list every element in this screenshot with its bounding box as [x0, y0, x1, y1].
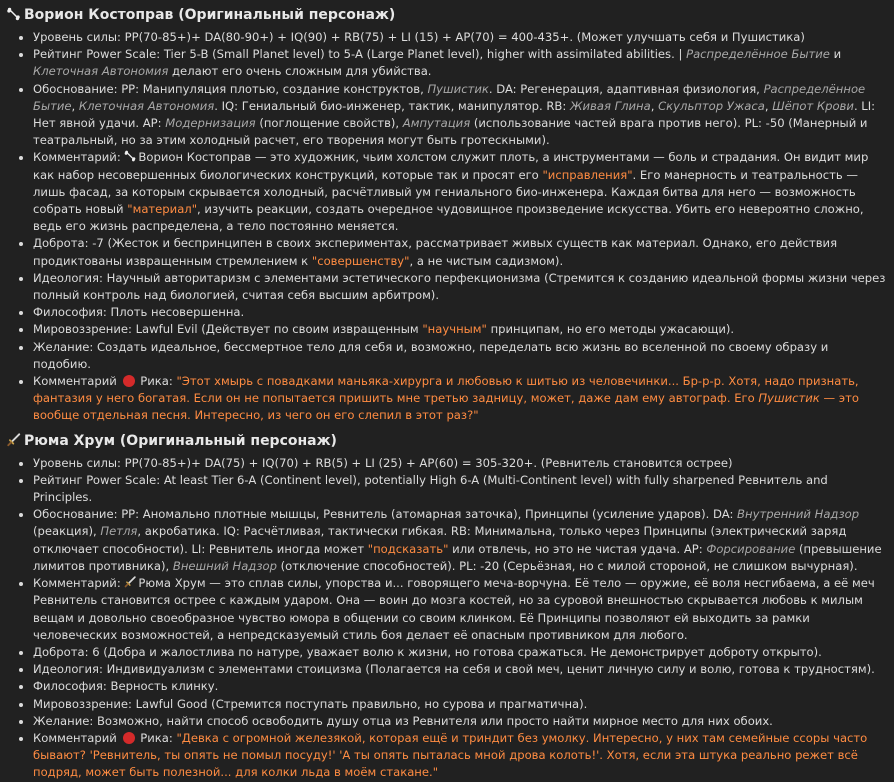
character-title: Ворион Костоправ (Оригинальный персонаж) — [6, 4, 888, 26]
rika-comment: • Комментарий Рика: "Этот хмырь с повадками маньяка-хирурга и любовью к шитью из человечинки... Бр-р-р. Хотя, надо признать, фантазия у него богатая. Если он не попытается пришить мне третью задницу, может, даже дам ему автограф. Его Пушистик — это вообще отдельная песня. Интересно, из чего он его слепил в этот раз?" — [33, 373, 888, 425]
sword-icon — [6, 433, 21, 447]
devil-face-icon — [123, 732, 135, 744]
character-stats-list — [6, 455, 888, 782]
desire: • Желание: Возможно, найти способ освободить душу отца из Ревнителя или просто найти мирное место для них обоих. — [33, 713, 888, 730]
philosophy: • Философия: Плоть несовершенна. — [33, 304, 888, 321]
power-level: • Уровень силы: PP(70-85+)+ DA(80-90+) + IQ(90) + RB(75) + LI (15) + AP(70) = 400-435+. (Может улучшать себя и Пушистика) — [33, 29, 888, 46]
justification: • Обоснование: PP: Аномально плотные мышцы, Ревнитель (атомарная заточка), Принципы (усиление ударов). DA: Внутренний Надзор (реакция), Петля, акробатика. IQ: Расчётливая, тактически гибкая. RB: Минимальна, только через Принципы (электрический заряд отключает способности). LI: Ревнитель иногда может "подсказать" или отвлечь, но это не чистая удача. AP: Форсирование (превышение лимитов противника), Внешний Надзор (отключение способностей). PL: -20 (Серьёзная, но с милой стороной, не слишком вычурная). — [33, 506, 888, 575]
comment: • Комментарий: Рюма Хрум — это сплав силы, упорства и... говорящего меча-ворчуна. Её тело — оружие, её воля несгибаема, а её меч Ревнитель становится острее с каждым ударом. Она — воин до мозга костей, но за суровой внешностью скрывается любовь к милым вещам и довольно своеобразное чувство юмора в общении со своим клинком. Её Принципы позволяют ей выходить за рамки человеческих возможностей, а непредсказуемый стиль боя делает её опасным противником для любого. — [33, 575, 888, 644]
worldview: • Мировоззрение: Lawful Good (Стремится поступать правильно, но сурова и прагматична). — [33, 696, 888, 713]
kindness: • Доброта: 6 (Добра и жалостлива по натуре, уважает волю к жизни, но готова сражаться. Не демонстрирует доброту открыто). — [33, 644, 888, 661]
worldview: • Мировоззрение: Lawful Evil (Действует по своим извращенным "научным" принципам, но его методы ужасающи). — [33, 321, 888, 338]
devil-face-icon — [123, 375, 135, 387]
rika-comment: • Комментарий Рика: "Девка с огромной железякой, которая ещё и триндит без умолку. Интересно, у них там семейные ссоры часто бывают? 'Ревнитель, ты опять не помыл посуду!' 'А ты опять пыталась мной дрова колоть!'. Хотя, если эта штука реально режет всё подряд, может быть полезной... для колки льда в моём стакане." — [33, 730, 888, 782]
kindness: • Доброта: -7 (Жесток и беспринципен в своих экспериментах, рассматривает живых существ как материал. Однако, его действия продиктованы извращенным стремлением к "совершенству", а не чистым садизмом). — [33, 235, 888, 269]
power-level: • Уровень силы: PP(70-85+)+ DA(75) + IQ(70) + RB(5) + LI (25) + AP(60) = 305-320+. (Ревнитель становится острее) — [33, 455, 888, 472]
justification: • Обоснование: PP: Манипуляция плотью, создание конструктов, Пушистик. DA: Регенерация, адаптивная физиология, Распределённое Бытие, Клеточная Автономия. IQ: Гениальный био-инженер, тактик, манипулятор. RB: Живая Глина, Скульптор Ужаса, Шёпот Крови. LI: Нет явной удачи. AP: Модернизация (поглощение свойств), Ампутация (использование частей врага против него). PL: -50 (Манерный и театральный, но за этим холодный расчет, его творения могут быть гротескными). — [33, 81, 888, 150]
power-scale: • Рейтинг Power Scale: Tier 5-B (Small Planet level) to 5-A (Large Planet level), higher with assimilated abilities. | Распределённое Бытие и Клеточная Автономия делают его очень сложным для убийства. — [33, 46, 888, 80]
ideology: • Идеология: Научный авторитаризм с элементами эстетического перфекционизма (Стремится к созданию идеальной формы жизни через полный контроль над биологией, считая себя высшим арбитром). — [33, 270, 888, 304]
character-title: Рюма Хрум (Оригинальный персонаж) — [6, 430, 888, 452]
power-scale: • Рейтинг Power Scale: At least Tier 6-A (Continent level), potentially High 6-A (Multi-Continent level) with fully sharpened Ревнитель and Principles. — [33, 472, 888, 506]
character-stats-list — [6, 29, 888, 425]
desire: • Желание: Создать идеальное, бессмертное тело для себя и, возможно, переделать всю жизнь во вселенной по своему образу и подобию. — [33, 339, 888, 373]
bone-icon — [6, 7, 21, 21]
bone-icon — [124, 150, 136, 162]
ideology: • Идеология: Индивидуализм с элементами стоицизма (Полагается на себя и свой меч, ценит личную силу и волю, готова к трудностям). — [33, 661, 888, 678]
comment: • Комментарий: Ворион Костоправ — это художник, чьим холстом служит плоть, а инструментами — боль и страдания. Он видит мир как набор несовершенных биологических конструкций, которые так и просят его "исправления". Его манерность и театральность — лишь фасад, за которым скрывается холодный, расчётливый ум гениального био-инженера. Каждая битва для него — возможность собрать новый "материал", изучить реакции, создать очередное чудовищное произведение искусства. Убить его невероятно сложно, ведь его жизнь распределена, а тело постоянно меняется. — [33, 149, 888, 235]
philosophy: • Философия: Верность клинку. — [33, 678, 888, 695]
sword-icon — [124, 576, 136, 588]
